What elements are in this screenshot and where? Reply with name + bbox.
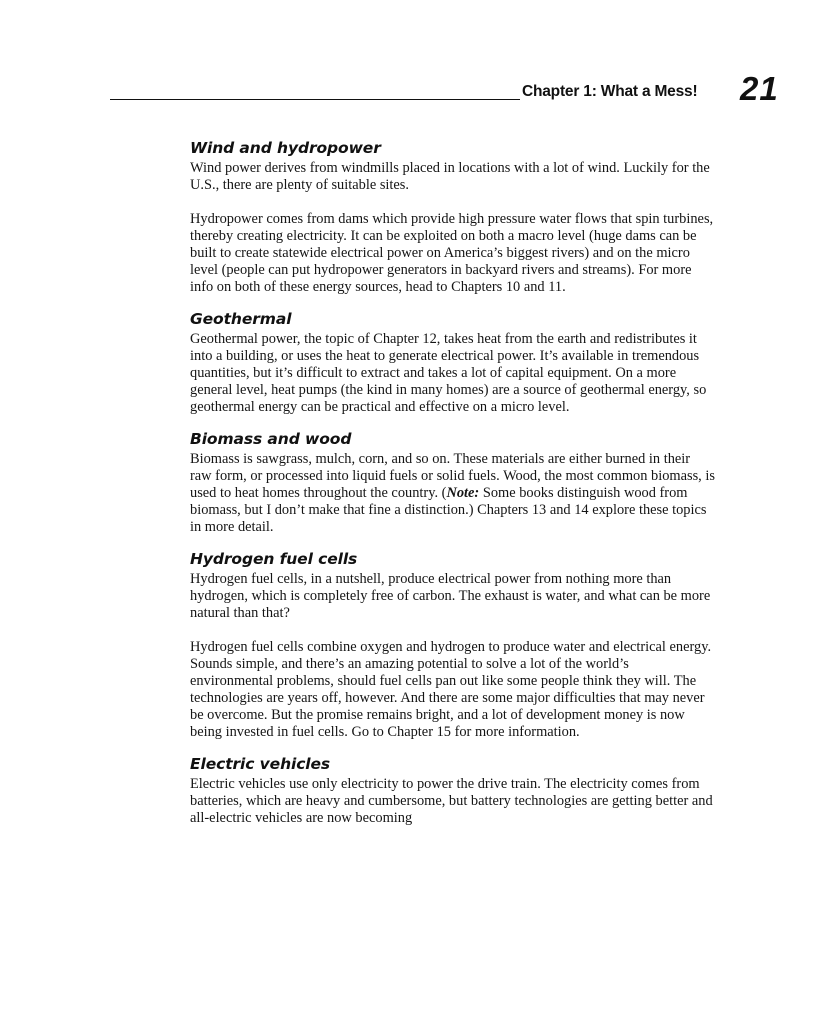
paragraph: Electric vehicles use only electricity to power the drive train. The electricity comes from batteries, which are heavy and cumbersome, but battery technologies are getting better and all-electric vehicles are now becoming xyxy=(190,776,713,826)
header-rule xyxy=(110,99,520,100)
section-heading: Geothermal xyxy=(190,310,292,328)
paragraph: Hydrogen fuel cells combine oxygen and hydrogen to produce water and electrical energy. Sounds simple, and there’s an amazing potential to solve a lot of the world’s environmental problems, should fuel cells pan out like some people think they will. The technologies are years off, however. And there are some major difficulties that may never be overcome. But the promise remains bright, and a lot of development money is now being invested in fuel cells. Go to Chapter 15 for more information. xyxy=(190,639,712,740)
page-number: 21 xyxy=(740,70,779,107)
chapter-title: Chapter 1: What a Mess! xyxy=(522,83,698,100)
page-body xyxy=(190,138,715,827)
section-geothermal xyxy=(190,309,715,416)
section-electric-vehicles xyxy=(190,754,715,827)
note-label: Note: xyxy=(446,485,480,501)
section-heading: Electric vehicles xyxy=(190,755,331,773)
paragraph xyxy=(190,451,715,536)
paragraph-text: Some books distinguish wood from biomass, but I don’t make that fine a distinction.) Chapters 13 and 14 explore these topics in more detail. xyxy=(190,485,707,535)
section-wind-hydropower xyxy=(190,138,715,296)
section-biomass-wood xyxy=(190,429,715,536)
paragraph: Hydrogen fuel cells, in a nutshell, produce electrical power from nothing more than hydrogen, which is completely free of carbon. The exhaust is water, and what can be more natural than that? xyxy=(190,571,711,621)
section-hydrogen-fuel-cells xyxy=(190,549,715,741)
running-header xyxy=(110,70,782,106)
section-heading: Biomass and wood xyxy=(190,430,352,448)
section-heading: Wind and hydropower xyxy=(190,139,381,157)
paragraph-text: Biomass is sawgrass, mulch, corn, and so on. These materials are either burned in their raw form, or processed into liquid fuels or solid fuels. Wood, the most common biomass, is used to heat homes throughout the country. ( xyxy=(190,451,715,501)
paragraph: Geothermal power, the topic of Chapter 12, takes heat from the earth and redistributes it into a building, or uses the heat to generate electrical power. It’s available in tremendous quantities, but it’s difficult to extract and takes a lot of capital equipment. On a more general level, heat pumps (the kind in many homes) are a source of geothermal energy, so geothermal energy can be practical and effective on a micro level. xyxy=(190,331,707,415)
paragraph: Hydropower comes from dams which provide high pressure water flows that spin turbines, thereby creating electricity. It can be exploited on both a macro level (huge dams can be built to create statewide electrical power on America’s biggest rivers) and on the micro level (people can put hydropower generators in backyard rivers and streams). For more info on both of these energy sources, head to Chapters 10 and 11. xyxy=(190,211,714,295)
section-heading: Hydrogen fuel cells xyxy=(190,550,358,568)
paragraph: Wind power derives from windmills placed in locations with a lot of wind. Luckily for the U.S., there are plenty of suitable sites. xyxy=(190,160,710,193)
